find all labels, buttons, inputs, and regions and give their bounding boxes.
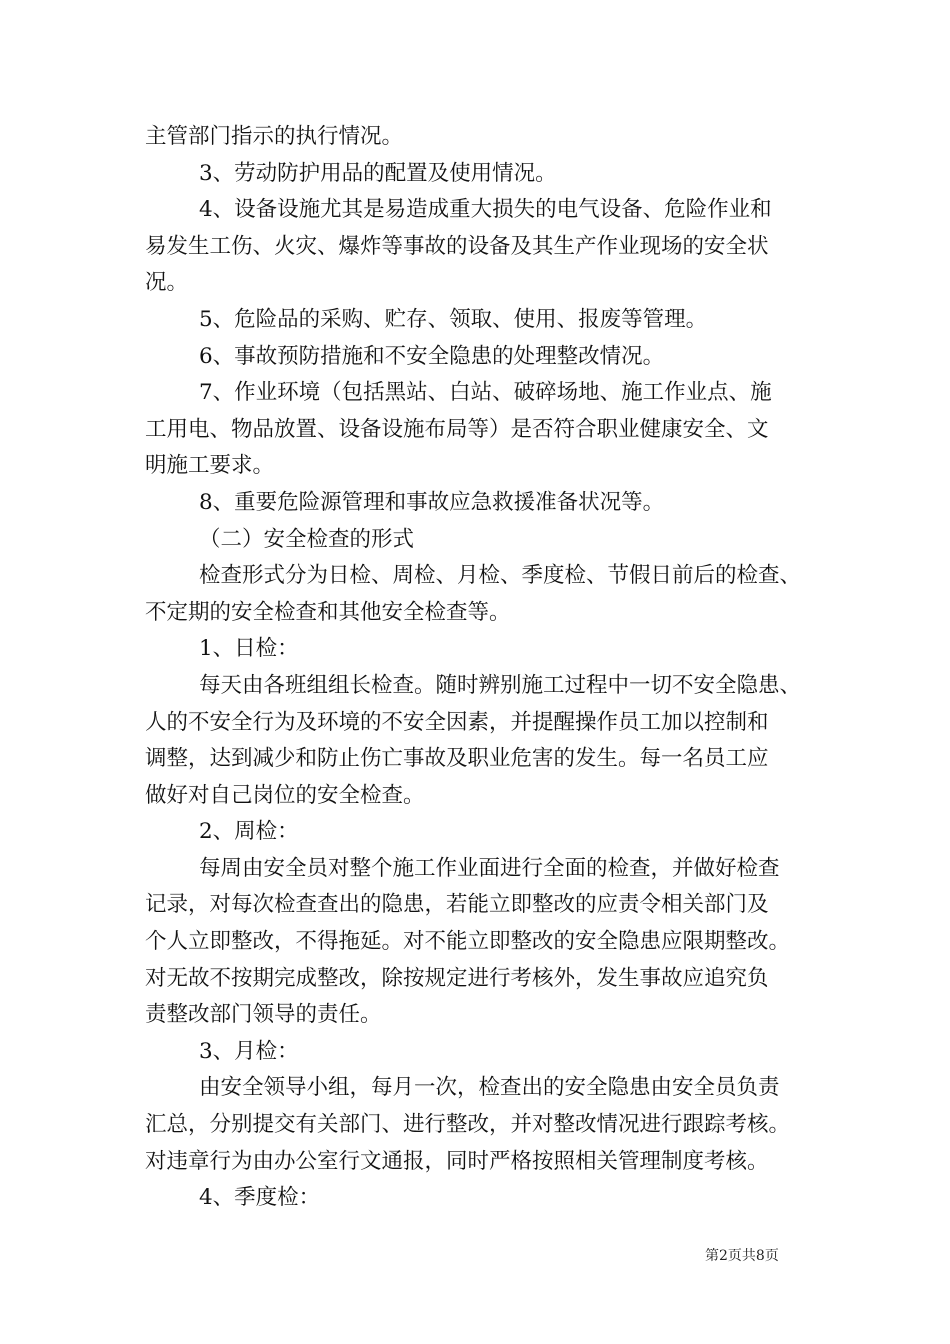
text-line: 做好对自己岗位的安全检查。 (145, 782, 425, 808)
text-line: 5、危险品的采购、贮存、领取、使用、报废等管理。 (199, 306, 708, 332)
text-line: 记录，对每次检查查出的隐患，若能立即整改的应责令相关部门及 (145, 892, 769, 918)
text-line: 7、作业环境（包括黑站、白站、破碎场地、施工作业点、施 (199, 380, 772, 406)
text-line: 个人立即整改，不得拖延。对不能立即整改的安全隐患应限期整改。 (145, 929, 791, 955)
text-line: 4、设备设施尤其是易造成重大损失的电气设备、危险作业和 (199, 197, 772, 223)
text-line: 2、周检： (199, 819, 299, 845)
text-line: 3、月检： (199, 1038, 299, 1064)
text-line: 6、事故预防措施和不安全隐患的处理整改情况。 (199, 343, 665, 369)
text-line: 主管部门指示的执行情况。 (145, 124, 404, 149)
text-line: 对无故不按期完成整改，除按规定进行考核外，发生事故应追究负 (145, 965, 769, 991)
text-line: 对违章行为由办公室行文通报，同时严格按照相关管理制度考核。 (145, 1148, 769, 1174)
text-line: 1、日检： (199, 636, 299, 662)
text-line: 3、劳动防护用品的配置及使用情况。 (199, 160, 557, 186)
text-line: 调整，达到减少和防止伤亡事故及职业危害的发生。每一名员工应 (145, 746, 769, 772)
page-number: 第2页共8页 (705, 1248, 779, 1264)
text-line: 4、季度检： (199, 1185, 321, 1211)
text-line: 由安全领导小组，每月一次，检查出的安全隐患由安全员负责 (199, 1075, 780, 1101)
text-line: 不定期的安全检查和其他安全检查等。 (145, 599, 511, 625)
text-line: （二）安全检查的形式 (199, 526, 415, 552)
text-line: 责整改部门领导的责任。 (145, 1002, 382, 1028)
text-line: 汇总，分别提交有关部门、进行整改，并对整改情况进行跟踪考核。 (145, 1112, 791, 1138)
text-line: 每周由安全员对整个施工作业面进行全面的检查，并做好检查 (199, 855, 780, 881)
text-line: 每天由各班组组长检查。随时辨别施工过程中一切不安全隐患、 (199, 672, 802, 698)
text-line: 检查形式分为日检、周检、月检、季度检、节假日前后的检查、 (199, 563, 802, 589)
document-body (145, 119, 810, 1217)
text-line: 明施工要求。 (145, 453, 275, 479)
text-line: 工用电、物品放置、设备设施布局等）是否符合职业健康安全、文 (145, 416, 769, 442)
text-line: 况。 (145, 270, 189, 296)
text-line: 人的不安全行为及环境的不安全因素，并提醒操作员工加以控制和 (145, 709, 769, 735)
text-line: 8、重要危险源管理和事故应急救援准备状况等。 (199, 489, 665, 515)
text-line: 易发生工伤、火灾、爆炸等事故的设备及其生产作业现场的安全状 (145, 233, 769, 259)
